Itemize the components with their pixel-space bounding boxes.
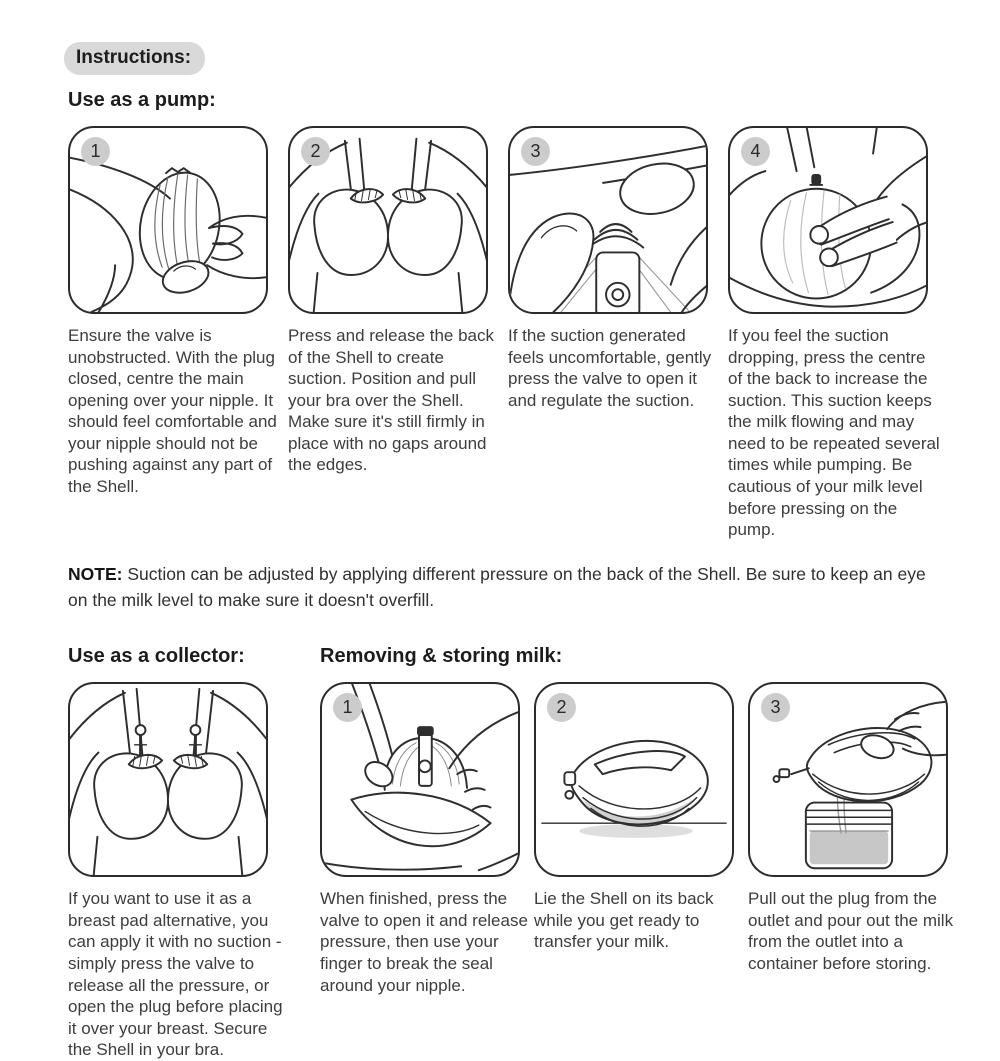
- storing-step-3-panel: [748, 682, 948, 877]
- storing-step-3: [748, 682, 960, 1061]
- storing-step-1: [320, 682, 532, 1061]
- step-number-badge: 1: [333, 693, 362, 722]
- pump-steps-row: [68, 126, 1000, 541]
- pump-step-1: [68, 126, 277, 541]
- bottom-headings-row: [68, 631, 1000, 682]
- pump-section-heading: Use as a pump:: [68, 89, 216, 111]
- pump-step-4: [728, 126, 940, 541]
- pump-step-3: [508, 126, 712, 541]
- step-number-badge: 3: [761, 693, 790, 722]
- storing-section-heading: Removing & storing milk:: [320, 645, 563, 668]
- note-label: NOTE:: [68, 563, 123, 584]
- step-number-badge: 2: [301, 137, 330, 166]
- collector-panel: [68, 682, 268, 877]
- step-number-badge: 2: [547, 693, 576, 722]
- storing-step-2: [534, 682, 746, 1061]
- storing-step-3-caption: Pull out the plug from the outlet and pour out the milk from the outlet into a container before storing.: [748, 889, 954, 974]
- instructions-title-pill: Instructions:: [64, 42, 205, 75]
- pump-step-3-caption: If the suction generated feels uncomfortable, gently press the valve to open it and regulate the suction.: [508, 326, 712, 410]
- pump-step-1-panel: [68, 126, 268, 314]
- collector-caption: If you want to use it as a breast pad alternative, you can apply it with no suction - simply press the valve to release all the pressure, or open the plug before placing it over your breast. Secure the Shell in your bra.: [68, 889, 283, 1060]
- storing-step-1-caption: When finished, press the valve to open it and release pressure, then use your finger to break the seal around your nipple.: [320, 889, 528, 995]
- pump-step-2: [288, 126, 495, 541]
- pump-step-4-caption: If you feel the suction dropping, press the centre of the back to increase the suction. This suction keeps the milk flowing and may need to be repeated several times while pumping. Be cautious of your milk level before pressing on the pump.: [728, 326, 940, 540]
- collector-section-heading: Use as a collector:: [68, 645, 245, 668]
- pump-step-2-caption: Press and release the back of the Shell to create suction. Position and pull your bra over the Shell. Make sure it's still firmly in place with no gaps around the edges.: [288, 326, 495, 475]
- pump-step-4-panel: [728, 126, 928, 314]
- bottom-panels-row: [68, 682, 1000, 1061]
- step-number-badge: 4: [741, 137, 770, 166]
- collector-step: [68, 682, 283, 1061]
- note-paragraph: [68, 561, 948, 614]
- storing-step-2-caption: Lie the Shell on its back while you get ready to transfer your milk.: [534, 889, 714, 952]
- pump-step-3-panel: [508, 126, 708, 314]
- step-number-badge: 3: [521, 137, 550, 166]
- bra-with-plugs-illustration: [70, 684, 266, 875]
- storing-step-2-panel: [534, 682, 734, 877]
- note-text: Suction can be adjusted by applying different pressure on the back of the Shell. Be sure to keep an eye on the milk level to make sure it doesn't overfill.: [68, 563, 926, 611]
- step-number-badge: 1: [81, 137, 110, 166]
- storing-step-1-panel: [320, 682, 520, 877]
- pump-step-2-panel: [288, 126, 488, 314]
- pump-step-1-caption: Ensure the valve is unobstructed. With the plug closed, centre the main opening over your nipple. It should feel comfortable and your nipple should not be pushing against any part of the Shell.: [68, 326, 277, 497]
